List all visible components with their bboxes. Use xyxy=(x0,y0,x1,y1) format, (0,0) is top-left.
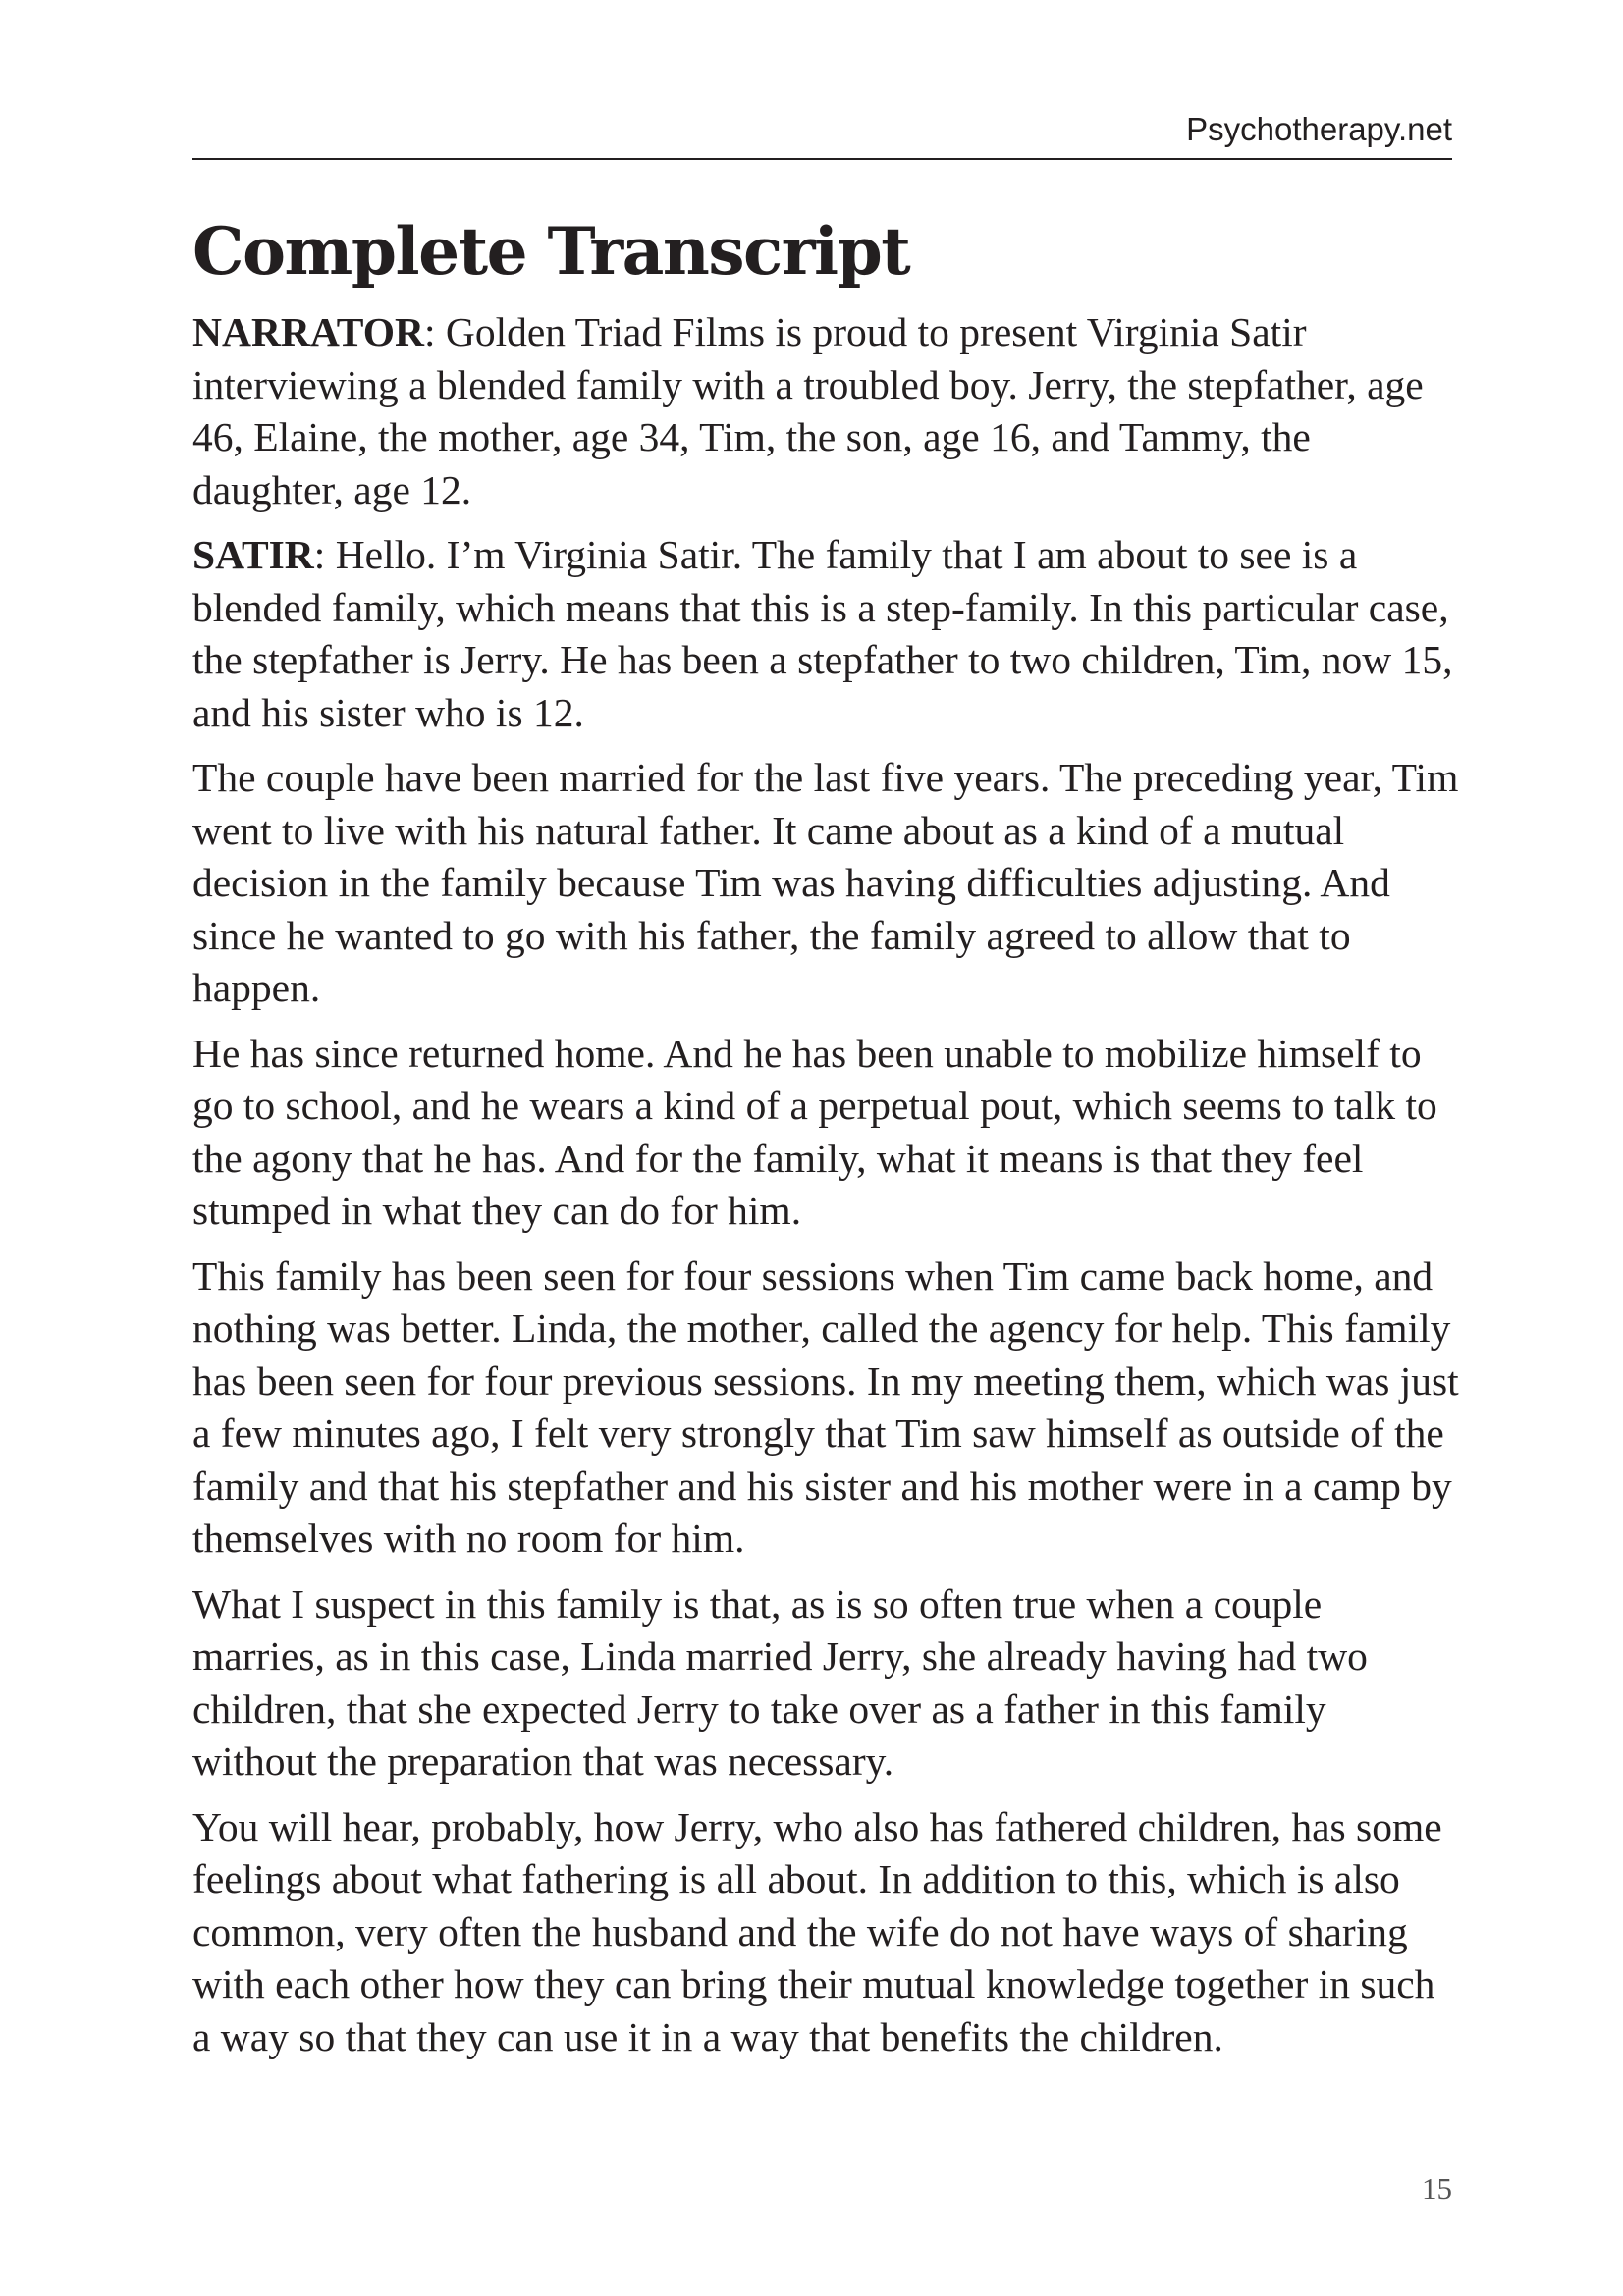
transcript-paragraph xyxy=(192,1251,1459,1566)
paragraph-text: Golden Triad Films is proud to present Virginia Satir interviewing a blended family with a troubled boy. Jerry, the stepfather, age 46, Elaine, the mother, age 34, Tim, the son, age 16, and Tammy, the daughter, age 12. xyxy=(192,309,1424,512)
transcript-paragraph xyxy=(192,1578,1459,1789)
transcript-body xyxy=(192,306,1459,2076)
paragraph-text: Hello. I’m Virginia Satir. The family that I am about to see is a blended family, which means that this is a step-family. In this particular case, the stepfather is Jerry. He has been a stepfather to two children, Tim, now 15, and his sister who is 12. xyxy=(192,532,1453,735)
speaker-label: NARRATOR xyxy=(192,309,424,354)
page-title: Complete Transcript xyxy=(192,213,910,290)
transcript-paragraph xyxy=(192,1028,1459,1238)
paragraph-text: What I suspect in this family is that, as is so often true when a couple marries, as in this case, Linda married Jerry, she already having had two children, that she expected Jerry to take over as a father in this family without the preparation that was necessary. xyxy=(192,1580,1368,1784)
paragraph-text: The couple have been married for the last five years. The preceding year, Tim went to live with his natural father. It came about as a kind of a mutual decision in the family because Tim was having difficulties adjusting. And since he wanted to go with his father, the family agreed to allow that to happen. xyxy=(192,755,1459,1010)
running-header: Psychotherapy.net xyxy=(1186,111,1452,147)
header-divider xyxy=(192,158,1452,160)
paragraph-text: This family has been seen for four sessions when Tim came back home, and nothing was better. Linda, the mother, called the agency for help. This family has been seen for four previous sessions. In my meeting them, which was just a few minutes ago, I felt very strongly that Tim saw himself as outside of the family and that his stepfather and his sister and his mother were in a camp by themselves with no room for him. xyxy=(192,1253,1459,1561)
transcript-paragraph: SATIR: Hello. I’m Virginia Satir. The family that I am about to see is a blended family, which means that this is a step-family. In this particular case, the stepfather is Jerry. He has been a stepfather to two children, Tim, now 15, and his sister who is 12. xyxy=(192,532,1453,735)
page-number: 15 xyxy=(1422,2171,1452,2206)
paragraph-text: You will hear, probably, how Jerry, who also has fathered children, has some feelings about what fathering is all about. In addition to this, which is also common, very often the husband and the wife do not have ways of sharing with each other how they can bring their mutual knowledge together in such a way so that they can use it in a way that benefits the children. xyxy=(192,1803,1442,2059)
transcript-paragraph: NARRATOR: Golden Triad Films is proud to present Virginia Satir interviewing a blended family with a troubled boy. Jerry, the stepfather, age 46, Elaine, the mother, age 34, Tim, the son, age 16, and Tammy, the daughter, age 12. xyxy=(192,309,1424,512)
paragraph-text: He has since returned home. And he has been unable to mobilize himself to go to school, and he wears a kind of a perpetual pout, which seems to talk to the agony that he has. And for the family, what it means is that they feel stumped in what they can do for him. xyxy=(192,1030,1437,1233)
transcript-paragraph xyxy=(192,752,1459,1015)
speaker-label: SATIR xyxy=(192,532,314,577)
transcript-paragraph xyxy=(192,1801,1459,2064)
